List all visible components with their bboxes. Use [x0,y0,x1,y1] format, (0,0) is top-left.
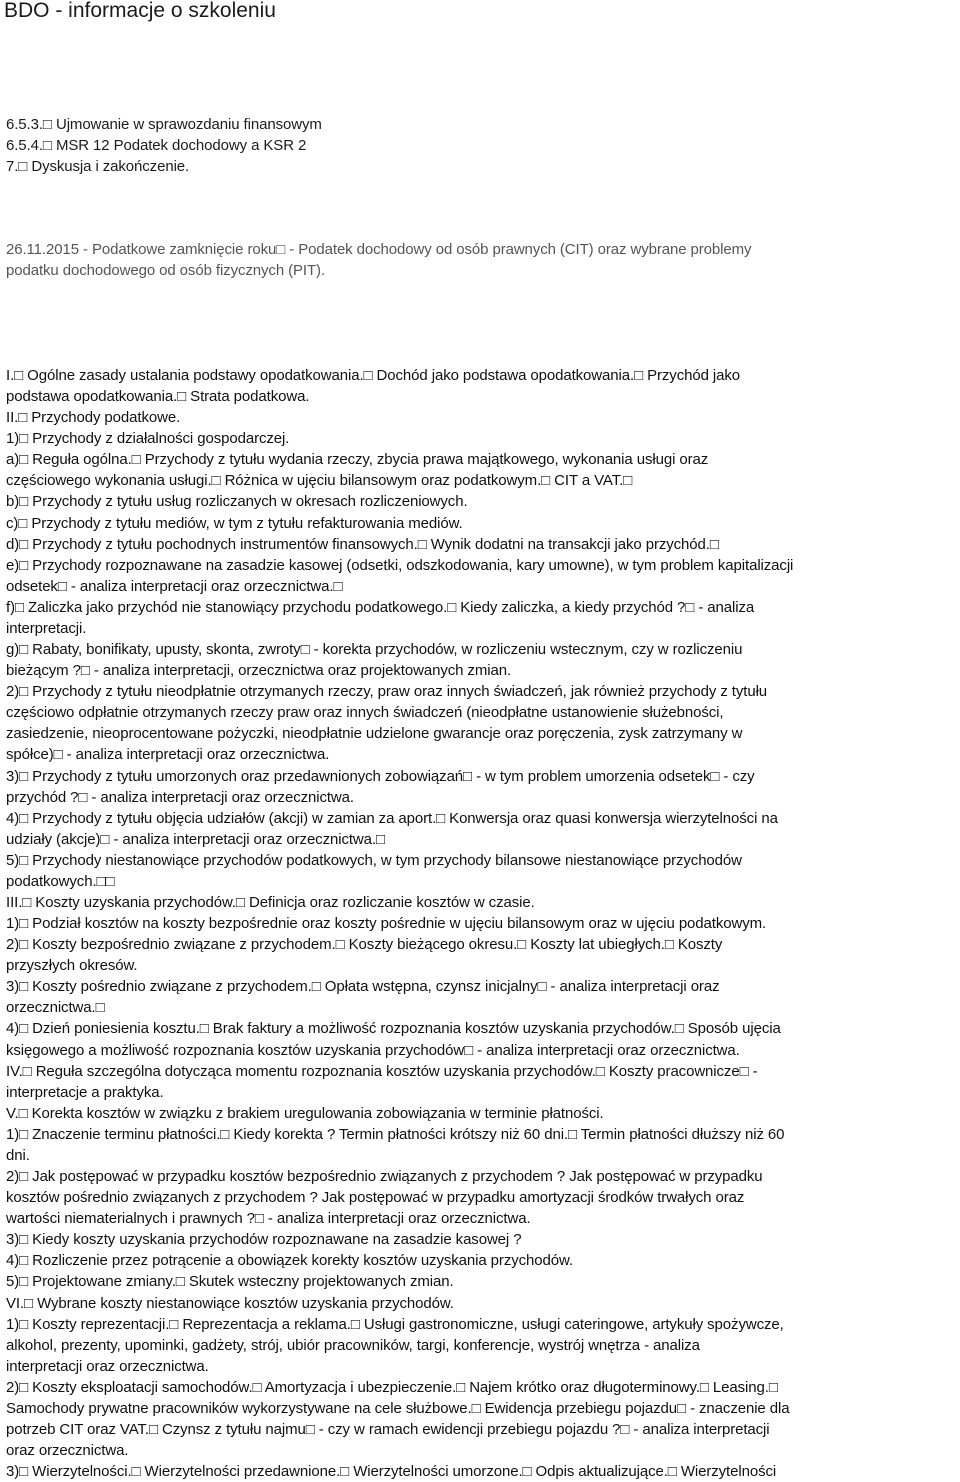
program-line: Samochody prywatne pracowników wykorzystywane na cele służbowe.□ Ewidencja przebiegu pojazdu□ - znaczenie dla [6,1399,790,1417]
program-line: 2)□ Koszty eksploatacji samochodów.□ Amortyzacja i ubezpieczenie.□ Najem krótko oraz długoterminowy.□ Leasing.□ [6,1378,778,1396]
program-line: udziały (akcje)□ - analiza interpretacji oraz orzecznictwa.□ [6,830,385,848]
program-line: potrzeb CIT oraz VAT.□ Czynsz z tytułu najmu□ - czy w ramach ewidencji przebiegu pojazdu ?□ - analiza interpretacji [6,1421,770,1438]
program-line: 2)□ Przychody z tytułu nieodpłatnie otrzymanych rzeczy, praw oraz innych świadczeń, jak również przychody z tytułu [6,683,768,701]
program-line: 2)□ Koszty bezpośrednio związane z przychodem.□ Koszty bieżącego okresu.□ Koszty lat ubiegłych.□ Koszty [6,936,723,954]
program-line: II.□ Przychody podatkowe. [6,409,181,427]
intro-line: 6.5.3.□ Ujmowanie w sprawozdaniu finansowym [6,116,322,133]
program-line: alkohol, prezenty, upominki, gadżety, strój, ubiór pracowników, targi, konferencje, wystrój wnętrza - analiza [6,1336,700,1354]
program-line: oraz orzecznictwa. [6,1442,129,1460]
program-line: b)□ Przychody z tytułu usług rozliczanych w okresach rozliczeniowych. [6,493,468,511]
program-line: interpretacji. [6,619,87,637]
intro-line: 7.□ Dyskusja i zakończenie. [6,158,190,175]
program-line: V.□ Korekta kosztów w związku z brakiem uregulowania zobowiązania w terminie płatności. [6,1104,604,1122]
program-line: III.□ Koszty uzyskania przychodów.□ Definicja oraz rozliczanie kosztów w czasie. [6,894,535,911]
program-line: e)□ Przychody rozpoznawane na zasadzie kasowej (odsetki, odszkodowania, kary umowne), w tym problem kapitalizacji [6,556,794,574]
program-line: spółce)□ - analiza interpretacji oraz orzecznictwa. [6,746,330,764]
program-line: 4)□ Przychody z tytułu objęcia udziałów (akcji) w zamian za aport.□ Konwersja oraz quasi konwersja wierzytelności na [6,809,778,827]
program-line: f)□ Zaliczka jako przychód nie stanowiący przychodu podatkowego.□ Kiedy zaliczka, a kiedy przychód ?□ - analiza [6,598,755,616]
program-line: 4)□ Rozliczenie przez potrącenie a obowiązek korekty kosztów uzyskania przychodów. [6,1252,573,1270]
program-line: 1)□ Koszty reprezentacji.□ Reprezentacja a reklama.□ Usługi gastronomiczne, usługi cateringowe, artykuły spożywcze, [6,1315,784,1333]
session-line: 26.11.2015 - Podatkowe zamknięcie roku□ - Podatek dochodowy od osób prawnych (CIT) oraz wybrane problemy [6,241,752,258]
page-title: BDO - informacje o szkoleniu [4,0,276,22]
program-line: przychód ?□ - analiza interpretacji oraz orzecznictwa. [6,788,354,806]
program-line: orzecznictwa.□ [6,999,105,1017]
program-line: 1)□ Znaczenie terminu płatności.□ Kiedy korekta ? Termin płatności krótszy niż 60 dni.□ Termin płatności dłuższy niż 60 [6,1125,785,1143]
program-line: I.□ Ogólne zasady ustalania podstawy opodatkowania.□ Dochód jako podstawa opodatkowania.□ Przychód jako [6,367,741,384]
program-line: 3)□ Kiedy koszty uzyskania przychodów rozpoznawane na zasadzie kasowej ? [6,1231,522,1249]
program-line: 5)□ Projektowane zmiany.□ Skutek wsteczny projektowanych zmian. [6,1273,454,1291]
program-line: 3)□ Wierzytelności.□ Wierzytelności przedawnione.□ Wierzytelności umorzone.□ Odpis aktualizujące.□ Wierzytelności [6,1463,777,1481]
program-line: odsetek□ - analiza interpretacji oraz orzecznictwa.□ [6,577,343,595]
program-line: dni. [6,1146,30,1164]
program-line: kosztów pośrednio związanych z przychodem ? Jak postępować w przypadku amortyzacji środków trwałych oraz [6,1189,745,1207]
program-line: interpretacji oraz orzecznictwa. [6,1357,209,1375]
program-line: c)□ Przychody z tytułu mediów, w tym z tytułu refakturowania mediów. [6,514,463,532]
program-line: 1)□ Przychody z działalności gospodarczej. [6,430,290,448]
program-line: 3)□ Koszty pośrednio związane z przychodem.□ Opłata wstępna, czynsz inicjalny□ - analiza interpretacji oraz [6,978,720,996]
program-line: g)□ Rabaty, bonifikaty, upusty, skonta, zwroty□ - korekta przychodów, w rozliczeniu wstecznym, czy w rozliczeniu [6,641,743,659]
intro-line: 6.5.4.□ MSR 12 Podatek dochodowy a KSR 2 [6,137,307,154]
program-line: przyszłych okresów. [6,957,138,975]
program-line: zasiedzenie, nieoprocentowane pożyczki, nieodpłatnie udzielone gwarancje oraz poręczenia, zysk zatrzymany w [6,725,743,743]
program-line: księgowego a możliwość rozpoznania kosztów uzyskania przychodów□ - analiza interpretacji oraz orzecznictwa. [6,1041,740,1059]
program-line: IV.□ Reguła szczególna dotycząca momentu rozpoznania kosztów uzyskania przychodów.□ Koszty pracownicze□ - [6,1062,758,1080]
session-line: podatku dochodowego od osób fizycznych (PIT). [6,262,326,279]
program-line: 2)□ Jak postępować w przypadku kosztów bezpośrednio związanych z przychodem ? Jak postępować w przypadku [6,1168,763,1186]
program-line: 1)□ Podział kosztów na koszty bezpośrednie oraz koszty pośrednie w ujęciu bilansowym oraz w ujęciu podatkowym. [6,915,767,933]
program-line: VI.□ Wybrane koszty niestanowiące kosztów uzyskania przychodów. [6,1294,454,1312]
program-line: d)□ Przychody z tytułu pochodnych instrumentów finansowych.□ Wynik dodatni na transakcji jako przychód.□ [6,535,719,553]
program-line: podatkowych.□□ [6,872,115,890]
program-line: 5)□ Przychody niestanowiące przychodów podatkowych, w tym przychody bilansowe niestanowiące przychodów [6,851,742,869]
program-line: częściowego wykonania usługi.□ Różnica w ujęciu bilansowym oraz podatkowym.□ CIT a VAT.□ [6,472,633,490]
program-line: 4)□ Dzień poniesienia kosztu.□ Brak faktury a możliwość rozpoznania kosztów uzyskania przychodów.□ Sposób ujęcia [6,1020,781,1038]
program-line: bieżącym ?□ - analiza interpretacji, orzecznictwa oraz projektowanych zmian. [6,662,512,680]
program-line: 3)□ Przychody z tytułu umorzonych oraz przedawnionych zobowiązań□ - w tym problem umorzenia odsetek□ - czy [6,767,755,785]
program-line: wartości niematerialnych i prawnych ?□ - analiza interpretacji oraz orzecznictwa. [6,1210,531,1228]
program-line: częściowo odpłatnie otrzymanych rzeczy praw oraz innych świadczeń (nieodpłatne ustanowienie służebności, [6,704,724,722]
program-line: a)□ Reguła ogólna.□ Przychody z tytułu wydania rzeczy, zbycia prawa majątkowego, wykonania usługi oraz [6,451,709,469]
program-line: interpretacje a praktyka. [6,1083,164,1101]
program-line: podstawa opodatkowania.□ Strata podatkowa. [6,388,310,406]
